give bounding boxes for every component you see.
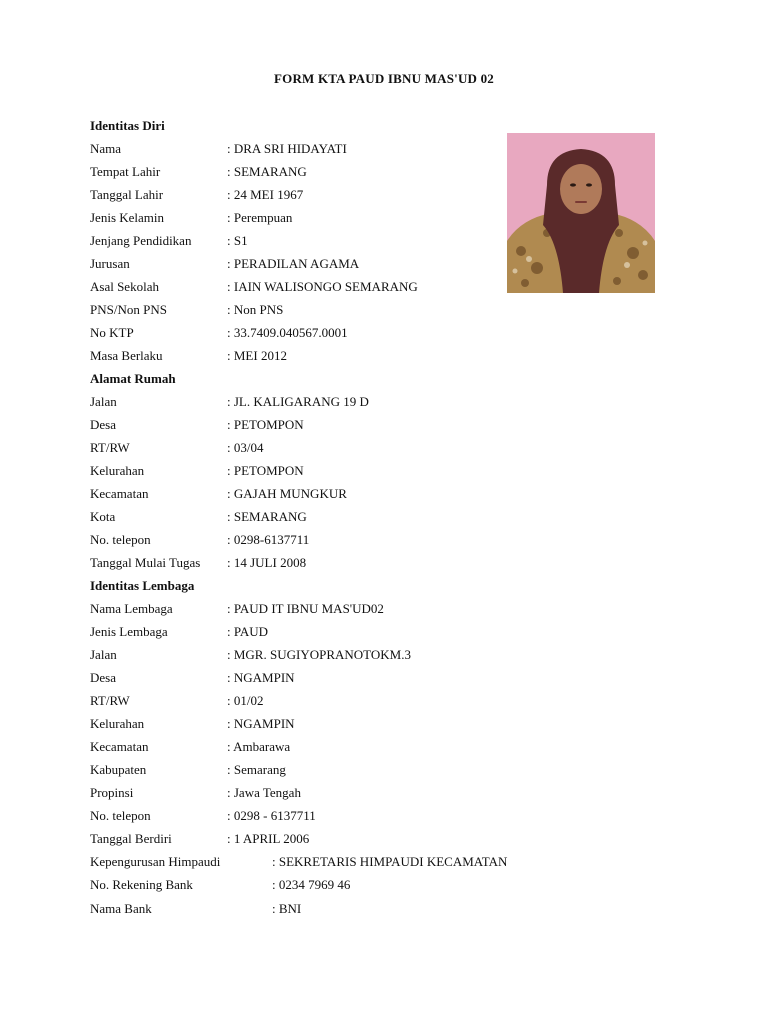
field-value: : Ambarawa [227, 739, 291, 754]
field-label: Jalan [90, 647, 117, 662]
field-value: : Non PNS [227, 302, 284, 317]
field-value: : 0298 - 6137711 [227, 808, 316, 823]
field-label: Propinsi [90, 785, 134, 800]
field-value: : PAUD IT IBNU MAS'UD02 [227, 601, 384, 616]
field-label: Nama [90, 141, 122, 156]
field-value: : PETOMPON [227, 463, 304, 478]
field-row [90, 532, 309, 548]
field-value: : GAJAH MUNGKUR [227, 486, 347, 501]
field-row [90, 279, 418, 295]
field-row [90, 233, 248, 249]
field-value: : PERADILAN AGAMA [227, 256, 360, 271]
field-value: : SEKRETARIS HIMPAUDI KECAMATAN [272, 854, 508, 869]
field-label: Masa Berlaku [90, 348, 163, 363]
field-value: : Semarang [227, 762, 286, 777]
field-label: Desa [90, 417, 116, 432]
field-row [90, 440, 263, 456]
field-value: : 14 JULI 2008 [227, 555, 307, 570]
field-row [90, 486, 347, 502]
section-heading-alamat-rumah: Alamat Rumah [90, 371, 176, 386]
field-value: : 1 APRIL 2006 [227, 831, 310, 846]
field-label: Kecamatan [90, 486, 149, 501]
field-value: : SEMARANG [227, 164, 307, 179]
field-row [90, 693, 263, 709]
field-value: : NGAMPIN [227, 716, 295, 731]
field-value: : PAUD [227, 624, 269, 639]
field-value: : MEI 2012 [227, 348, 287, 363]
field-value: : DRA SRI HIDAYATI [227, 141, 347, 156]
field-label: Jenis Lembaga [90, 624, 168, 639]
field-value: : 33.7409.040567.0001 [227, 325, 348, 340]
field-label: Jenis Kelamin [90, 210, 165, 225]
field-value: : Jawa Tengah [227, 785, 301, 800]
field-label: Desa [90, 670, 116, 685]
field-label: Nama Bank [90, 901, 152, 916]
field-row [90, 141, 347, 157]
field-value: : BNI [272, 901, 302, 916]
field-label: Kepengurusan Himpaudi [90, 854, 221, 869]
field-row [90, 394, 369, 410]
section-heading-identitas-diri: Identitas Diri [90, 118, 165, 133]
field-label: Asal Sekolah [90, 279, 159, 294]
field-value: : IAIN WALISONGO SEMARANG [227, 279, 418, 294]
field-row [90, 164, 307, 180]
field-label: RT/RW [90, 693, 130, 708]
field-label: Jalan [90, 394, 117, 409]
field-label: No. Rekening Bank [90, 877, 193, 892]
field-label: Kelurahan [90, 463, 145, 478]
field-label: Tanggal Lahir [90, 187, 164, 202]
section-heading-identitas-lembaga: Identitas Lembaga [90, 578, 195, 593]
field-value: : NGAMPIN [227, 670, 295, 685]
field-label: Kabupaten [90, 762, 147, 777]
field-value: : 03/04 [227, 440, 264, 455]
field-row [90, 762, 286, 778]
field-row [90, 256, 359, 272]
profile-photo [507, 133, 655, 293]
field-row [90, 854, 507, 870]
field-row [90, 877, 350, 893]
form-title: FORM KTA PAUD IBNU MAS'UD 02 [274, 71, 494, 86]
field-value: : Perempuan [227, 210, 293, 225]
field-row [90, 647, 411, 663]
field-label: No. telepon [90, 808, 151, 823]
field-label: Nama Lembaga [90, 601, 173, 616]
field-row [90, 302, 283, 318]
field-label: Tanggal Berdiri [90, 831, 172, 846]
field-row [90, 670, 295, 686]
face [560, 164, 602, 214]
field-label: No KTP [90, 325, 134, 340]
field-row [90, 739, 290, 755]
field-value: : SEMARANG [227, 509, 307, 524]
field-value: : S1 [227, 233, 248, 248]
field-label: PNS/Non PNS [90, 302, 167, 317]
field-row [90, 417, 304, 433]
field-label: Tempat Lahir [90, 164, 161, 179]
field-row [90, 785, 301, 801]
field-row [90, 901, 301, 917]
field-value: : MGR. SUGIYOPRANOTOKM.3 [227, 647, 411, 662]
field-label: Jurusan [90, 256, 130, 271]
field-value: : 01/02 [227, 693, 264, 708]
field-row [90, 210, 292, 226]
field-label: Kelurahan [90, 716, 145, 731]
field-label: No. telepon [90, 532, 151, 547]
field-row [90, 325, 348, 341]
field-value: : 0234 7969 46 [272, 877, 351, 892]
field-value: : 0298-6137711 [227, 532, 310, 547]
field-row [90, 555, 306, 571]
field-label: Kecamatan [90, 739, 149, 754]
field-row [90, 624, 268, 640]
field-row [90, 509, 307, 525]
field-value: : JL. KALIGARANG 19 D [227, 394, 369, 409]
profile-photo-portrait [507, 133, 655, 293]
field-row [90, 463, 304, 479]
field-label: Kota [90, 509, 116, 524]
field-row [90, 831, 309, 847]
field-value: : 24 MEI 1967 [227, 187, 304, 202]
field-row [90, 716, 295, 732]
field-label: RT/RW [90, 440, 130, 455]
field-value: : PETOMPON [227, 417, 304, 432]
field-row [90, 187, 303, 203]
field-row [90, 601, 384, 617]
field-label: Jenjang Pendidikan [90, 233, 192, 248]
field-label: Tanggal Mulai Tugas [90, 555, 201, 570]
field-row [90, 348, 287, 364]
field-row [90, 808, 316, 824]
